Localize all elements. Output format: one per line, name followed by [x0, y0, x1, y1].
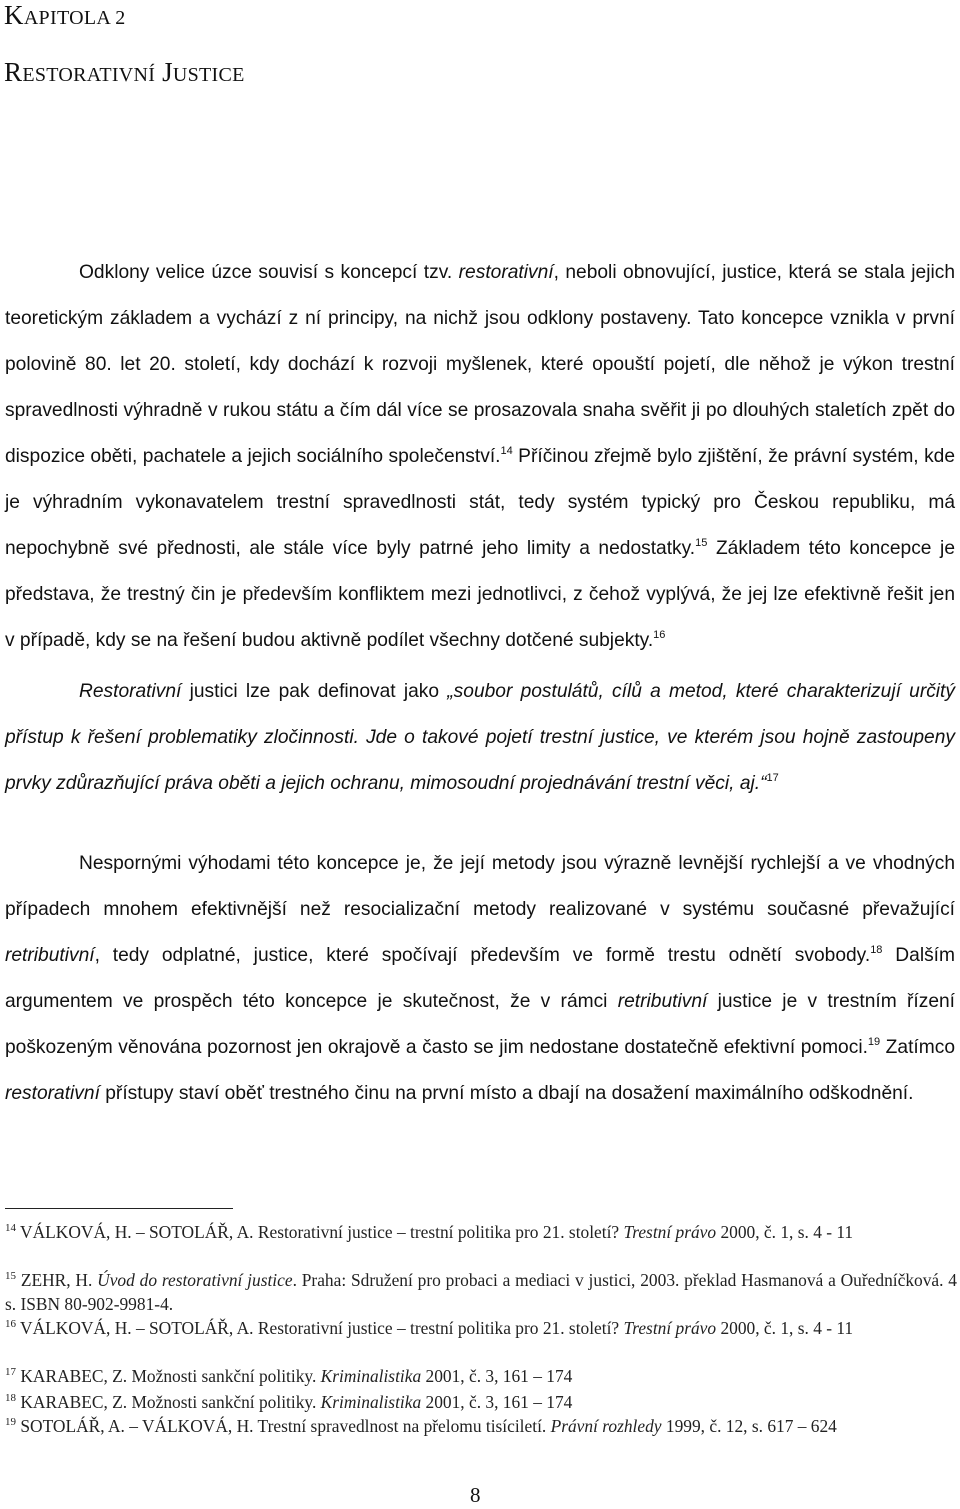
footnote-italic: Trestní právo [623, 1222, 717, 1242]
text-run: Dalším argumentem ve prospěch této koncepce je skutečnost, že v rámci [5, 945, 955, 1012]
footnote-italic: Kriminalistika [320, 1366, 422, 1386]
chapter-heading-rest: APITOLA 2 [23, 7, 126, 29]
footnote-number: 17 [5, 1366, 16, 1378]
footnote-italic: Trestní právo [623, 1318, 717, 1338]
footnote-italic: Právní rozhledy [550, 1416, 662, 1436]
text-run: Příčinou zřejmě bylo zjištění, že právní systém, kde je výhradním vykonavatelem trestní spravedlnosti stát, tedy systém typický pro Českou republiku, má nepochybně své přednosti, ale stále více byly patrné jeho limity a nedostatky. [5, 446, 955, 559]
title-rest-2: USTICE [172, 64, 245, 86]
paragraph-1 [5, 250, 955, 664]
footnote-italic: Kriminalistika [320, 1392, 422, 1412]
footnote-text: 2001, č. 3, 161 – 174 [421, 1392, 573, 1412]
footnote-16 [5, 1316, 957, 1340]
text-run: přístupy staví oběť trestného činu na první místo a dbají na dosažení maximálního odškodnění. [99, 1083, 914, 1104]
title-rest-1: ESTORATIVNÍ [22, 64, 156, 86]
footnote-ref-14[interactable]: 14 [500, 445, 513, 457]
footnote-number: 15 [5, 1270, 16, 1282]
footnote-ref-15[interactable]: 15 [695, 537, 708, 549]
footnote-number: 18 [5, 1392, 16, 1404]
footnote-text: SOTOLÁŘ, A. – VÁLKOVÁ, H. Trestní spravedlnost na přelomu tisíciletí. [16, 1416, 551, 1436]
footnote-14 [5, 1220, 957, 1244]
text-run: Odklony velice úzce souvisí s koncepcí tzv. [79, 262, 459, 283]
text-run: , tedy odplatné, justice, které spočívají především ve formě trestu odnětí svobody. [94, 945, 871, 966]
footnote-text: 2000, č. 1, s. 4 - 11 [716, 1222, 854, 1242]
italic-run: retributivní [5, 945, 95, 966]
page-number: 8 [470, 1483, 481, 1507]
footnote-ref-17[interactable]: 17 [766, 772, 779, 784]
footnote-text: 1999, č. 12, s. 617 – 624 [661, 1416, 837, 1436]
chapter-heading [4, 0, 126, 31]
italic-run: retributivní [617, 991, 708, 1012]
text-run: Zatímco [880, 1037, 955, 1058]
footnote-ref-18[interactable]: 18 [870, 944, 883, 956]
footnote-19 [5, 1414, 957, 1438]
footnote-15 [5, 1268, 957, 1316]
footnote-text: 2001, č. 3, 161 – 174 [421, 1366, 573, 1386]
footnote-text: ZEHR, H. [16, 1270, 98, 1290]
footnote-17 [5, 1364, 957, 1388]
footnote-number: 16 [5, 1318, 16, 1330]
footnote-italic: Úvod do restorativní justice [97, 1270, 293, 1290]
footnote-number: 14 [5, 1222, 16, 1234]
footnote-text: KARABEC, Z. Možnosti sankční politiky. [16, 1392, 321, 1412]
footnote-text: VÁLKOVÁ, H. – SOTOLÁŘ, A. Restorativní justice – trestní politika pro 21. století? [16, 1318, 624, 1338]
footnote-18 [5, 1390, 957, 1414]
paragraph-3 [5, 841, 955, 1117]
definition-quote: „soubor postulátů, cílů a metod, které charakterizují určitý přístup k řešení problematiky zločinnosti. Jde o takové pojetí trestní justice, ve kterém jsou hojně zastoupeny prvky zdůrazňující práva oběti a jejich ochranu, mimosoudní projednávání trestní věci, aj.“ [5, 681, 955, 794]
title-initial-2: J [162, 57, 173, 87]
footnote-text: 2000, č. 1, s. 4 - 11 [716, 1318, 854, 1338]
footnote-ref-19[interactable]: 19 [867, 1036, 881, 1048]
text-run: justici lze pak definovat jako [181, 681, 448, 702]
page-title [4, 57, 245, 88]
footnote-text: VÁLKOVÁ, H. – SOTOLÁŘ, A. Restorativní justice – trestní politika pro 21. století? [16, 1222, 624, 1242]
italic-run: Restorativní [79, 681, 182, 702]
chapter-heading-initial: K [4, 0, 24, 30]
footnote-ref-16[interactable]: 16 [653, 629, 666, 641]
text-run: , neboli obnovující, justice, která se stala jejich teoretickým základem a vychází z ní principy, na nichž jsou odklony postaveny. Tato koncepce vznikla v první polovině 80. let 20. století, kdy dochází k rozvoji myšlenek, které opouští pojetí, dle něhož je výkon trestní spravedlnosti výhradně v rukou státu a čím dál více se prosazovala snaha svěřit ji po dlouhých staletích zpět do dispozice oběti, pachatele a jejich sociálního společenství. [5, 262, 955, 467]
italic-run: restorativní [458, 262, 554, 283]
paragraph-2 [5, 669, 955, 807]
text-run: Nespornými výhodami této koncepce je, že její metody jsou výrazně levnější rychlejší a ve vhodných případech mnohem efektivnější než resocializační metody realizované v systému současné převažující [5, 853, 955, 920]
title-initial-1: R [4, 57, 23, 87]
footnote-number: 19 [5, 1416, 16, 1428]
footnote-text: KARABEC, Z. Možnosti sankční politiky. [16, 1366, 321, 1386]
text-run: justice je v trestním řízení poškozeným věnována pozornost jen okrajově a často se jim nedostane dostatečně efektivní pomoci. [5, 991, 956, 1058]
footnote-separator [5, 1208, 233, 1209]
footnote-text: . Praha: Sdružení pro probaci a mediaci v justici, 2003. překlad Hasmanová a Ouředníčková. 4 s. ISBN 80-902-9981-4. [5, 1270, 957, 1314]
italic-run: restorativní [5, 1083, 100, 1104]
text-run: Základem této koncepce je představa, že trestný čin je především konfliktem mezi jednotlivci, z čehož vyplývá, že jej lze efektivně řešit jen v případě, kdy se na řešení budou aktivně podílet všechny dotčené subjekty. [5, 538, 955, 651]
